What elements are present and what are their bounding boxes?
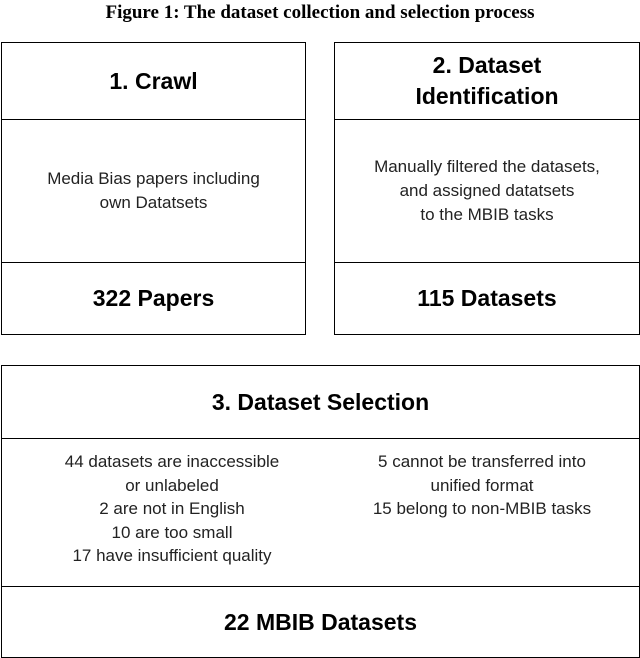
crawl-box bbox=[1, 42, 306, 335]
selection-reasons-right bbox=[332, 450, 632, 521]
identification-result-section bbox=[335, 263, 639, 334]
crawl-description-line: Media Bias papers including bbox=[47, 169, 260, 188]
selection-title: 3. Dataset Selection bbox=[211, 388, 430, 415]
selection-reason: 10 are too small bbox=[111, 522, 233, 542]
selection-reason: 44 datasets are inaccessible bbox=[64, 452, 280, 471]
crawl-result: 322 Papers bbox=[92, 285, 215, 311]
crawl-title: 1. Crawl bbox=[109, 67, 198, 94]
selection-reason: 17 have insufficient quality bbox=[72, 546, 272, 565]
identification-title-line: Identification bbox=[415, 83, 559, 109]
crawl-description bbox=[47, 167, 260, 215]
selection-reason: 2 are not in English bbox=[99, 499, 245, 518]
identification-description bbox=[374, 155, 600, 227]
crawl-result-section bbox=[2, 263, 305, 334]
selection-result: 22 MBIB Datasets bbox=[223, 608, 418, 635]
selection-result-section bbox=[2, 587, 639, 657]
crawl-title-section bbox=[2, 43, 305, 119]
crawl-description-section bbox=[2, 120, 305, 262]
identification-description-line: Manually filtered the datasets, bbox=[374, 157, 600, 176]
identification-description-section bbox=[335, 120, 639, 262]
identification-box bbox=[334, 42, 640, 335]
selection-reason: or unlabeled bbox=[125, 475, 219, 495]
selection-box bbox=[1, 365, 640, 658]
selection-reason: 5 cannot be transferred into bbox=[378, 452, 586, 471]
identification-description-line: to the MBIB tasks bbox=[420, 205, 554, 224]
identification-description-line: and assigned datatsets bbox=[399, 181, 575, 200]
identification-title-line: 2. Dataset bbox=[432, 52, 542, 78]
selection-reasons bbox=[2, 438, 639, 588]
identification-result: 115 Datasets bbox=[417, 285, 557, 311]
selection-reason: 15 belong to non-MBIB tasks bbox=[372, 499, 592, 518]
identification-title-section bbox=[335, 43, 639, 119]
crawl-description-line: own Datatsets bbox=[99, 193, 208, 212]
selection-reasons-left bbox=[12, 450, 332, 568]
identification-title bbox=[415, 50, 558, 112]
figure-caption: Figure 1: The dataset collection and selection process bbox=[105, 2, 535, 23]
selection-title-section bbox=[2, 366, 639, 438]
selection-reason: unified format bbox=[430, 475, 534, 495]
